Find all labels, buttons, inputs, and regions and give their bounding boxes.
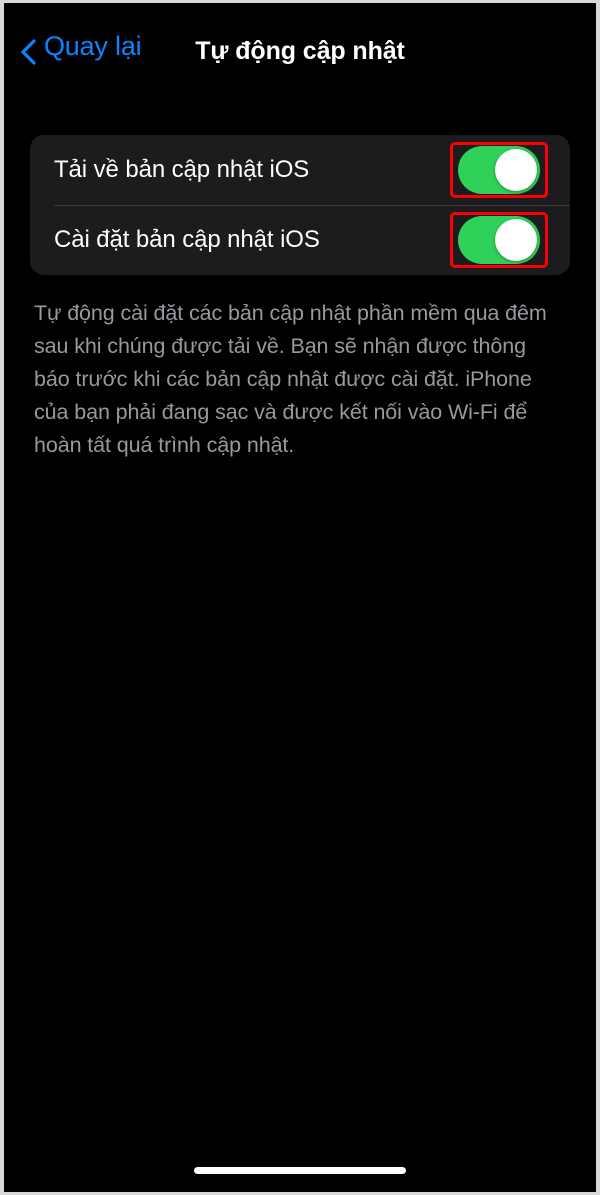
toggle-knob (495, 219, 537, 261)
back-button-label: Quay lại (44, 31, 142, 61)
row-download-ios-updates[interactable] (30, 135, 570, 205)
toggle-knob (495, 149, 537, 191)
install-updates-toggle-wrap (450, 212, 548, 268)
install-updates-toggle[interactable] (458, 216, 540, 264)
page-title: Tự động cập nhật (195, 37, 405, 65)
navigation-bar (4, 3, 596, 95)
download-updates-toggle[interactable] (458, 146, 540, 194)
footer-description: Tự động cài đặt các bản cập nhật phần mềm qua đêm sau khi chúng được tải về. Bạn sẽ nhận được thông báo trước khi các bản cập nhật được cài đặt. iPhone của bạn phải đang sạc và được kết nối vào Wi-Fi để hoàn tất quá trình cập nhật. (34, 301, 547, 457)
home-indicator[interactable] (194, 1167, 406, 1174)
row-install-ios-updates[interactable] (30, 205, 570, 275)
settings-group (30, 135, 570, 275)
download-updates-toggle-wrap (450, 142, 548, 198)
row-label: Cài đặt bản cập nhật iOS (54, 226, 320, 253)
row-label: Tải về bản cập nhật iOS (54, 156, 310, 183)
